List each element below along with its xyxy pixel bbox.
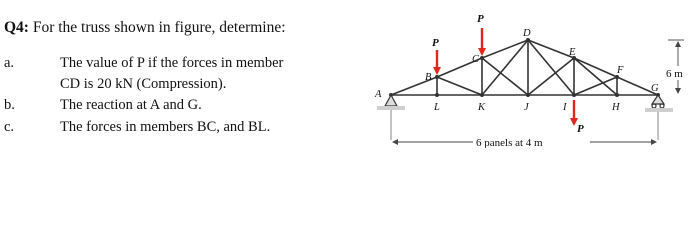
item-a-text: The value of P if the forces in member [60,55,284,71]
member-IF [574,77,617,95]
question-prompt: For the truss shown in figure, determine: [32,19,286,36]
question-number: Q4: [4,19,29,36]
label-B: B [425,72,432,83]
member-CJ [482,58,528,95]
joint-L [435,93,439,97]
label-H: H [612,102,620,113]
label-F: F [617,65,624,76]
member-JE [528,58,574,95]
item-c-text: The forces in members BC, and BL. [60,119,271,135]
item-a-marker: a. [4,55,15,71]
label-I: I [563,102,567,113]
load-label-p3: P [577,123,584,135]
height-dimension [668,40,684,93]
label-G: G [651,83,659,94]
item-a-text-continued: CD is 20 kN (Compression). [60,76,227,92]
support-G [645,95,673,140]
span-dim-label: 6 panels at 4 m [476,137,543,148]
member-EH [574,58,617,95]
item-b-marker: b. [4,97,15,113]
member-BK [437,77,482,95]
joint-I [572,93,576,97]
label-L: L [434,102,440,113]
label-A: A [375,89,382,100]
joint-B [435,75,439,79]
label-C: C [472,54,480,65]
joint-C [480,56,484,60]
load-label-p1: P [432,37,439,49]
load-labels [432,13,584,135]
joint-H [615,93,619,97]
label-E: E [569,47,576,58]
label-D: D [523,28,531,39]
joint-K [480,93,484,97]
item-c-marker: c. [4,119,15,135]
label-J: J [524,102,529,113]
support-A [377,95,405,140]
item-b-text: The reaction at A and G. [60,97,202,113]
load-label-p2: P [477,13,484,25]
joint-labels [374,28,659,113]
height-dim-label: 6 m [666,68,683,80]
joint-J [526,93,530,97]
label-K: K [478,102,486,113]
